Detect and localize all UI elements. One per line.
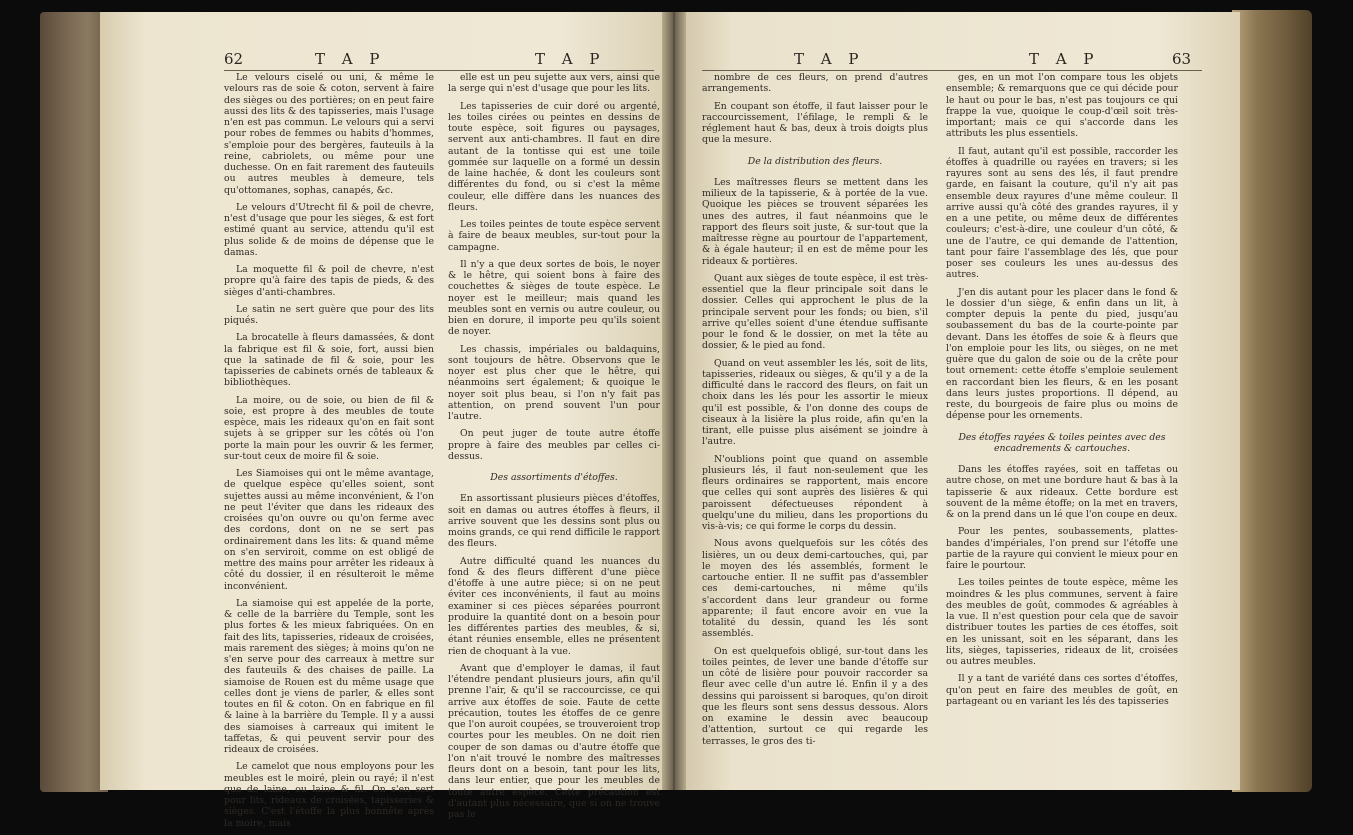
text-column bbox=[946, 72, 1178, 713]
paragraph: Nous avons quelquefois sur les côtés des lisières, un ou deux demi-cartouches, qui, par le moyen des lés assemblés, forment le cartouche entier. Il ne suffit pas d'assembler ces demi-cartouches, ni même qu'ils s'accordent dans leur grandeur ou forme apparente; il faut encore avoir en vue la totalité du dessin, quand les lés sont assemblés. bbox=[702, 538, 928, 640]
paragraph: Il y a tant de variété dans ces sortes d'étoffes, qu'on peut en faire des meubles de goût, en partageant ou en variant les lés des tapisseries bbox=[946, 673, 1178, 707]
text-column bbox=[448, 72, 660, 826]
paragraph: Les chassis, impériales ou baldaquins, sont toujours de hêtre. Observons que le noyer est plus cher que le hêtre, qui néanmoins sert également; & quoique le noyer soit plus beau, si l'on n'y fait pas attention, on prend souvent l'un pour l'autre. bbox=[448, 343, 660, 422]
header-rule bbox=[702, 70, 1202, 71]
paragraph: Il faut, autant qu'il est possible, raccorder les étoffes à quadrille ou rayées en travers; si les rayures sont au sens des lés, il faut prendre garde, en faisant la couture, qu'il n'y ait pas ensemble deux rayures d'une même couleur. Il arrive aussi qu'à côté des grandes rayures, il y en a une petite, ou même deux de différentes couleurs; c'est-à-dire, une couleur d'un côté, & une de l'autre, ce qui demande de l'attention, tant pour faire l'assemblage des lés, que pour poser ses couleurs les unes au-dessus des autres. bbox=[946, 145, 1178, 281]
running-head: T A P bbox=[535, 50, 606, 68]
paragraph: La siamoise qui est appelée de la porte, & celle de la barrière du Temple, sont les plus fortes & les mieux fabriquées. On en fait des lits, tapisseries, rideaux de croisées, mais rarement des sièges; à moins qu'on ne s'en serve pour des carreaux à mettre sur des fauteuils & des chaises de paille. La siamoise de Rouen est du même usage que celles dont je viens de parler, & elles sont toutes en fil & coton. On en fabrique en fil & laine à la barrière du Temple. Il y a aussi des siamoises à carreaux qui imitent le taffetas, & qui peuvent servir pour des rideaux de croisées. bbox=[224, 597, 434, 755]
section-heading: Des assortiments d'étoffes. bbox=[490, 472, 618, 483]
text-column bbox=[224, 72, 434, 835]
text-column bbox=[702, 72, 928, 753]
paragraph: Il n'y a que deux sortes de bois, le noyer & le hêtre, qui soient bons à faire des couchettes & sièges de toute espèce. Le noyer est le meilleur; mais quand les meubles sont en vernis ou autre couleur, ou bien en dorure, il importe peu qu'ils soient de noyer. bbox=[448, 258, 660, 338]
paragraph: Avant que d'employer le damas, il faut l'étendre pendant plusieurs jours, afin qu'il prenne l'air, & qu'il se raccourcisse, ce qui arrive aux étoffes de soie. Faute de cette précaution, toutes les étoffes de ce genre que l'on auroit coupées, se trouveroient trop courtes pour les meubles. On ne doit rien couper de son damas ou d'autre étoffe que l'on n'ait trouvé le nombre des maîtresses fleurs dont on a besoin, tant pour les lits, dans leur entier, que pour les meubles de toute autre espèce. Cette précaution est d'autant plus nécessaire, que si on ne trouve pas le bbox=[448, 662, 660, 820]
paragraph: Les toiles peintes de toute espèce, même les moindres & les plus communes, servent à faire des meubles de goût, commodes & agréables à la vue. Il n'est question pour cela que de savoir distribuer toutes les parties de ces étoffes, soit en les unissant, soit en les séparant, dans les lits, sièges, tapisseries, rideaux de lit, croisées ou autres meubles. bbox=[946, 577, 1178, 667]
running-head: T A P bbox=[794, 50, 865, 68]
paragraph: Les maîtresses fleurs se mettent dans les milieux de la tapisserie, & à portée de la vue. Quoique les pièces se trouvent séparées les unes des autres, il faut néanmoins que le rapport des fleurs soit juste, & sur-tout que la maîtresse règne au pourtour de l'appartement, & à égale hauteur; il en est de même pour les rideaux & portières. bbox=[702, 176, 928, 267]
running-head: T A P bbox=[1029, 50, 1100, 68]
paragraph: Quand on veut assembler les lés, soit de lits, tapisseries, rideaux ou sièges, & qu'il y a de la difficulté dans le raccord des fleurs, on fait un choix dans les lés pour les assortir le mieux qu'il est possible, & l'on donne des coups de ciseaux à la lisière la plus roide, afin qu'en la tirant, elle puisse plus aisément se joindre à l'autre. bbox=[702, 357, 928, 448]
paragraph: En coupant son étoffe, il faut laisser pour le raccourcissement, l'éfilage, le rempli & le réglement haut & bas, deux à trois doigts plus que la mesure. bbox=[702, 100, 928, 146]
paragraph: nombre de ces fleurs, on prend d'autres arrangements. bbox=[702, 72, 928, 95]
paragraph: La moire, ou de soie, ou bien de fil & soie, est propre à des meubles de toute espèce, mais les rideaux qu'on en fait sont sujets à se gripper sur les côtés où l'on porte la main pour les ouvrir & les fermer, sur-tout ceux de moire fil & soie. bbox=[224, 394, 434, 462]
left-page bbox=[100, 12, 672, 829]
paragraph: Le velours d'Utrecht fil & poil de chevre, n'est d'usage que pour les sièges, & est fort estimé quant au service, attendu qu'il est plus solide & de moins de dépense que le damas. bbox=[224, 201, 434, 258]
paragraph: Le camelot que nous employons pour les meubles est le moiré, plein ou rayé; il n'est que de laine, ou laine & fil. On s'en sert pour lits, rideaux de croisées, tapisseries & sièges. C'est l'étoffe la plus honnête après la moire, mais bbox=[224, 761, 434, 829]
paragraph: Quant aux sièges de toute espèce, il est très-essentiel que la fleur principale soit dans le dossier. Celles qui approchent le plus de la principale servent pour les fonds; ou bien, s'il arrive qu'elles soient d'une étendue suffisante pour le fond & le dossier, on met la tête au dossier, & le pied au fond. bbox=[702, 272, 928, 352]
book-cover-right bbox=[1232, 10, 1312, 792]
paragraph: Les toiles peintes de toute espèce servent à faire de beaux meubles, sur-tout pour la campagne. bbox=[448, 219, 660, 253]
paragraph: Le satin ne sert guère que pour des lits piqués. bbox=[224, 303, 434, 326]
paragraph: La moquette fil & poil de chevre, n'est propre qu'à faire des tapis de pieds, & des sièges d'anti-chambres. bbox=[224, 264, 434, 298]
page-number: 63 bbox=[1172, 50, 1192, 68]
paragraph: N'oublions point que quand on assemble plusieurs lés, il faut non-seulement que les fleurs ordinaires se rapportent, mais encore que celles qui sont auprès des lisières & qui paroissent défectueuses répondent à quelqu'une du milieu, dans les proportions du vis-à-vis; ce qui forme le corps du dessin. bbox=[702, 453, 928, 532]
section-heading: De la distribution des fleurs. bbox=[747, 155, 883, 167]
section-heading: Des étoffes rayées & toiles peintes avec des encadrements & cartouches. bbox=[958, 431, 1166, 454]
book-gutter bbox=[662, 12, 686, 790]
paragraph: La brocatelle à fleurs damassées, & dont la fabrique est fil & soie, fort, aussi bien que la satinade de fil & soie, pour les tapisseries de cabinets ornés de tableaux & bibliothèques. bbox=[224, 332, 434, 389]
paragraph: Les Siamoises qui ont le même avantage, de quelque espèce qu'elles soient, sont sujettes aussi au même inconvénient, & l'on ne peut l'éviter que dans les rideaux des croisées qu'on ouvre ou qu'on ferme avec des cordons, dont on ne se sert pas ordinairement dans les lits: & quand même on s'en serviroit, comme on est obligé de mettre des mains pour arrêter les rideaux à côté du dossier, il en résulteroit le même inconvénient. bbox=[224, 468, 434, 592]
paragraph: Le velours ciselé ou uni, & même le velours ras de soie & coton, servent à faire des sièges ou des portières; on en peut faire aussi des lits & des tapisseries, mais l'usage n'en est pas commun. Le velours qui a servi pour robes de femmes ou habits d'hommes, s'emploie pour des bergères, fauteuils à la reine, cabriolets, ou même pour une duchesse. On en fait rarement des fauteuils ou autres meubles à demeure, tels qu'ottomanes, sophas, canapés, &c. bbox=[224, 72, 434, 196]
paragraph: On peut juger de toute autre étoffe propre à faire des meubles par celles ci-dessus. bbox=[448, 428, 660, 462]
paragraph: En assortissant plusieurs pièces d'étoffes, soit en damas ou autres étoffes à fleurs, il arrive souvent que les dessins sont plus ou moins grands, ce qui rend difficile le rapport des fleurs. bbox=[448, 493, 660, 550]
paragraph: On est quelquefois obligé, sur-tout dans les toiles peintes, de lever une bande d'étoffe sur un côté de lisière pour pouvoir raccorder sa fleur avec celle d'un autre lé. Enfin il y a des dessins qui paroissent si baroques, qu'on diroit que les fleurs sont sens dessus dessous. Alors on examine le dessin avec beaucoup d'attention, surtout ce qui regarde les terrasses, le gros des ti- bbox=[702, 645, 928, 747]
page-number: 62 bbox=[224, 50, 244, 68]
paragraph: ges, en un mot l'on compare tous les objets ensemble; & remarquons que ce qui décide pour le haut ou pour le bas, n'est pas toujours ce qui frappe la vue, quoique le coup-d'œil soit très-important; mais ce qui s'accorde dans les attributs les plus essentiels. bbox=[946, 72, 1178, 140]
right-page bbox=[676, 12, 1240, 790]
paragraph: Dans les étoffes rayées, soit en taffetas ou autre chose, on met une bordure haut & bas à la tapisserie & aux rideaux. Cette bordure est souvent de la même étoffe; on la met en travers, & on la prend dans un lé que l'on coupe en deux. bbox=[946, 464, 1178, 520]
paragraph: elle est un peu sujette aux vers, ainsi que la serge qui n'est d'usage que pour les lits. bbox=[448, 72, 660, 95]
header-rule bbox=[224, 70, 654, 71]
paragraph: J'en dis autant pour les placer dans le fond & le dossier d'un siège, & enfin dans un lit, à compter depuis la pente du pied, jusqu'au soubassement du bas de la courte-pointe par devant. Dans les étoffes de soie & à fleurs que l'on emploie pour les lits, ou sièges, on ne met guère que du galon de soie ou de la crête pour tout ornement: cette étoffe s'emploie seulement en raccordant bien les fleurs, & en les posant dans leurs justes proportions. Il dépend, au reste, du bourgeois de faire plus ou moins de dépense pour les ornements. bbox=[946, 286, 1178, 422]
paragraph: Les tapisseries de cuir doré ou argenté, les toiles cirées ou peintes en dessins de toute espèce, soit figures ou paysages, servent aux anti-chambres. Il faut en dire autant de la tontisse qui est une toile gommée sur laquelle on a formé un dessin de laine hachée, & dont les couleurs sont différentes du fond, ou si c'est la même couleur, elle diffère dans les nuances des fleurs. bbox=[448, 100, 660, 213]
paragraph: Autre difficulté quand les nuances du fond & des fleurs diffèrent d'une pièce d'étoffe à une autre pièce; si on ne peut éviter ces inconvénients, il faut au moins examiner si ces pièces séparées pourront produire la quantité dont on a besoin pour les différentes parties des meubles, & si, étant réunies ensemble, elles ne présentent rien de choquant à la vue. bbox=[448, 555, 660, 657]
paragraph: Pour les pentes, soubassements, plattes-bandes d'impériales, l'on prend sur l'étoffe une partie de la rayure qui convient le mieux pour en faire le pourtour. bbox=[946, 526, 1178, 571]
book-cover-left bbox=[40, 12, 108, 792]
running-head: T A P bbox=[315, 50, 386, 68]
